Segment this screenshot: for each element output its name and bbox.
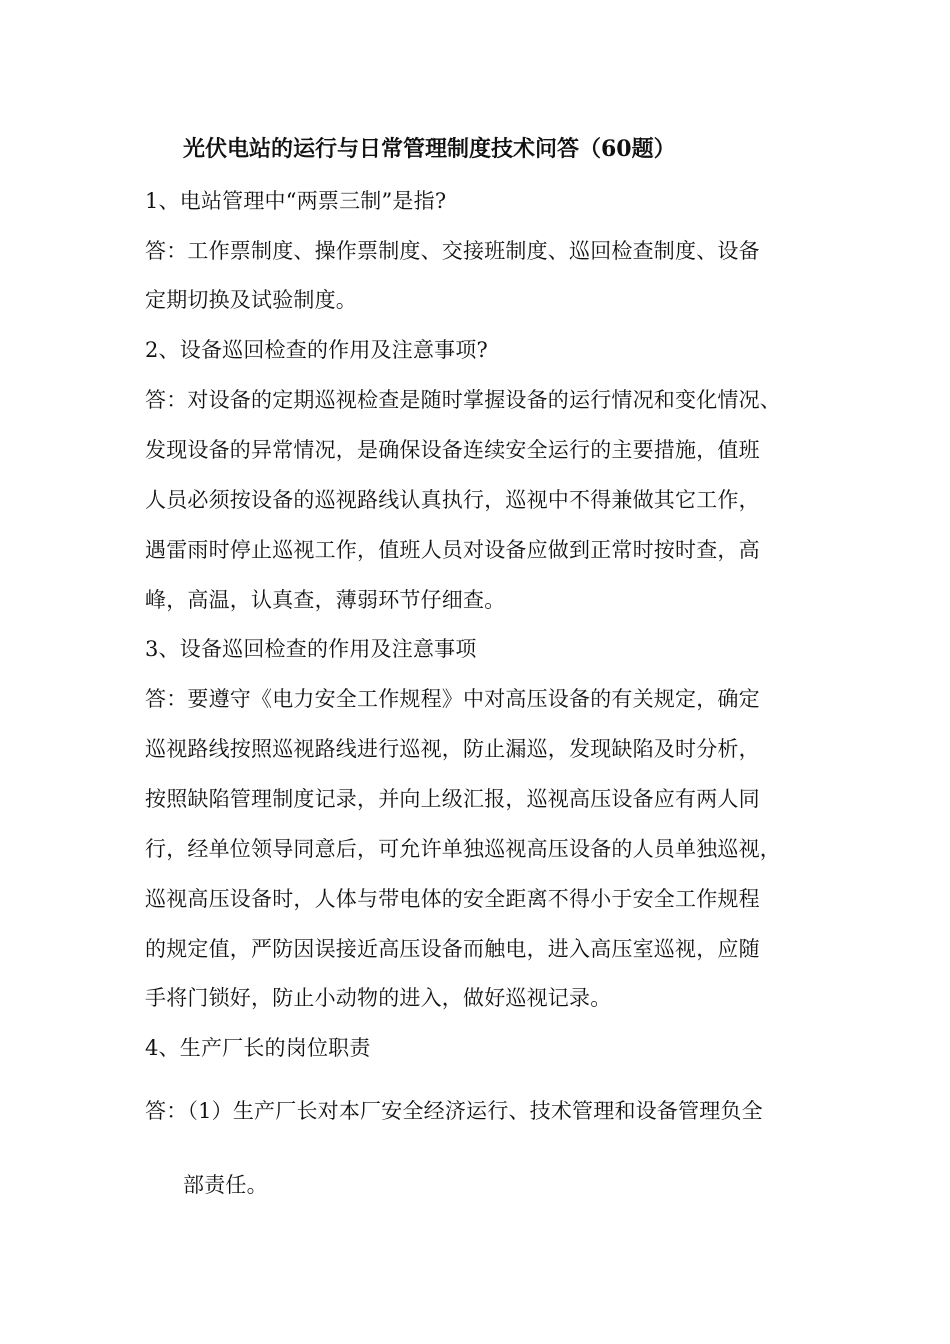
- document-title: 光伏电站的运行与日常管理制度技术问答（60题）: [183, 136, 676, 162]
- question-2: 2、设备巡回检查的作用及注意事项?: [145, 338, 489, 362]
- answer-3-line-4: 行，经单位领导同意后，可允许单独巡视高压设备的人员单独巡视，: [145, 837, 781, 861]
- answer-4-line-2: 部责任。: [183, 1173, 268, 1197]
- answer-2-line-1: 答：对设备的定期巡视检查是随时掌握设备的运行情况和变化情况、: [145, 388, 781, 412]
- answer-2-line-5: 峰，高温，认真查，薄弱环节仔细查。: [145, 588, 506, 612]
- answer-2-line-2: 发现设备的异常情况，是确保设备连续安全运行的主要措施，值班: [145, 438, 760, 462]
- answer-3-line-5: 巡视高压设备时，人体与带电体的安全距离不得小于安全工作规程: [145, 887, 760, 911]
- answer-3-line-2: 巡视路线按照巡视路线进行巡视，防止漏巡，发现缺陷及时分析，: [145, 737, 760, 761]
- answer-2-line-3: 人员必须按设备的巡视路线认真执行，巡视中不得兼做其它工作，: [145, 488, 760, 512]
- answer-1-line-1: 答：工作票制度、操作票制度、交接班制度、巡回检查制度、设备: [145, 239, 760, 263]
- answer-2-line-4: 遇雷雨时停止巡视工作，值班人员对设备应做到正常时按时查，高: [145, 538, 760, 562]
- answer-1-line-2: 定期切换及试验制度。: [145, 288, 357, 312]
- answer-3-line-3: 按照缺陷管理制度记录，并向上级汇报，巡视高压设备应有两人同: [145, 787, 760, 811]
- question-3: 3、设备巡回检查的作用及注意事项: [145, 637, 477, 661]
- answer-3-line-7: 手将门锁好，防止小动物的进入，做好巡视记录。: [145, 986, 612, 1010]
- answer-4-line-1: 答：（1）生产厂长对本厂安全经济运行、技术管理和设备管理负全: [145, 1099, 763, 1123]
- question-1: 1、电站管理中“两票三制”是指?: [145, 189, 447, 213]
- question-4: 4、生产厂长的岗位职责: [145, 1036, 371, 1060]
- answer-3-line-6: 的规定值，严防因误接近高压设备而触电，进入高压室巡视，应随: [145, 937, 760, 961]
- answer-3-line-1: 答：要遵守《电力安全工作规程》中对高压设备的有关规定，确定: [145, 687, 760, 711]
